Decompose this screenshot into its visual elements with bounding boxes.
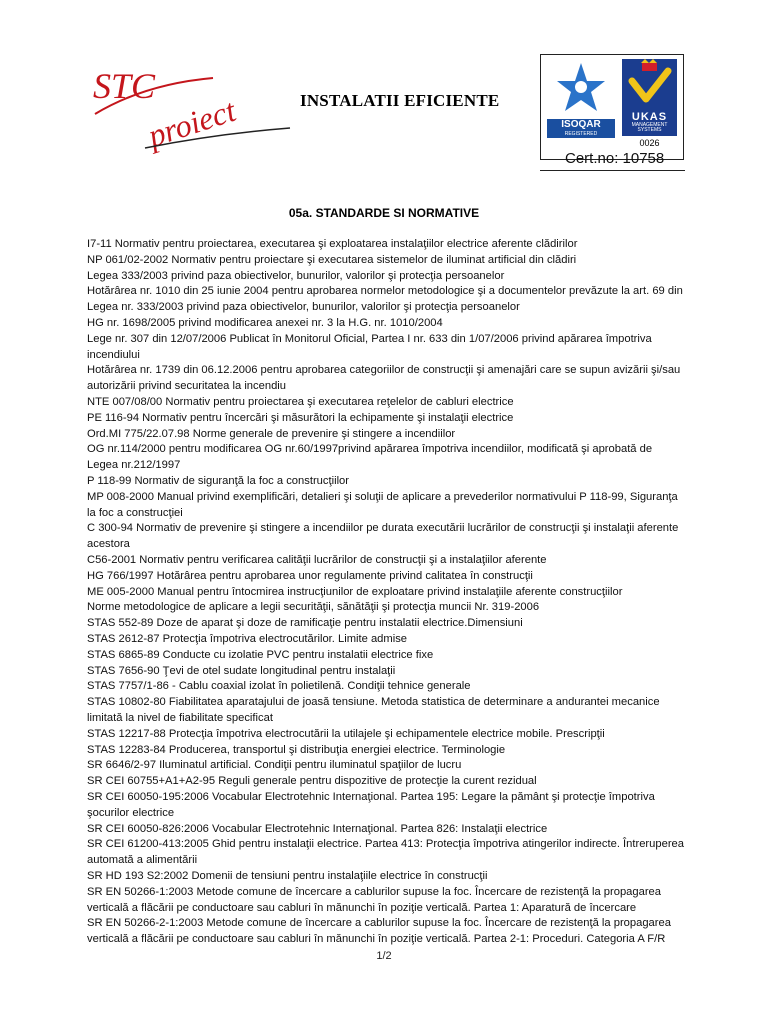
svg-text:proiect: proiect (143, 91, 240, 154)
standard-line: Legea 333/2003 privind paza obiectivelor, bunurilor, valorilor şi protecţia persoanelor (87, 269, 505, 282)
standard-line: Norme metodologice de aplicare a legii securităţii, sănătăţii şi protecţia muncii Nr. 319-2006 (87, 601, 540, 614)
header-title: INSTALATII EFICIENTE (300, 91, 500, 110)
standard-line: STAS 12283-84 Producerea, transportul şi distribuţia energiei electrice. Terminologie (87, 743, 506, 756)
standard-line: SR EN 50266-2-1:2003 Metode comune de încercare a cablurilor supuse la foc. Încercare de rezistenţă la propagarea (87, 917, 671, 930)
ukas-crown-checkmark-icon (622, 59, 677, 109)
cert-number: Cert.no: 10758 (565, 150, 665, 167)
standard-line: STAS 552-89 Doze de aparat şi doze de ramificaţie pentru instalatii electrice.Dimensiuni (87, 617, 523, 630)
isoqar-sub: REGISTERED (547, 131, 615, 138)
standard-line: SR CEI 61200-413:2005 Ghid pentru instalaţii electrice. Partea 413: Protecţia împotriva atingerilor indirecte. Întreruperea (87, 838, 684, 851)
standard-line: C56-2001 Normativ pentru verificarea calităţii lucrărilor de construcţii şi a instalaţiilor aferente (87, 554, 547, 566)
standard-line: SR CEI 60050-195:2006 Vocabular Electrotehnic Internaţional. Partea 195: Legare la pământ şi protecţie împotriva (87, 791, 655, 803)
standard-line: HG 766/1997 Hotărârea pentru aprobarea unor regulamente privind calitatea în construcţii (87, 569, 533, 582)
standard-line: Hotărârea nr. 1010 din 25 iunie 2004 pentru aprobarea normelor metodologice şi a documentelor prevăzute la art. 69 din (87, 285, 683, 298)
standard-line: PE 116-94 Normativ pentru încercări şi măsurători la echipamente şi instalaţii electrice (87, 411, 514, 424)
standard-line: SR HD 193 S2:2002 Domenii de tensiuni pentru instalaţiile electrice în construcţii (87, 870, 488, 882)
standard-line: C 300-94 Normativ de prevenire şi stingere a incendiilor pe durata executării lucrărilor de construcţii şi instalaţii aferente (87, 522, 679, 535)
ukas-code: 0026 (639, 138, 660, 148)
standard-line: automată a alimentării (87, 854, 198, 867)
standard-line: NP 061/02-2002 Normativ pentru proiectare şi executarea sistemelor de iluminat artificial din clădiri (87, 253, 577, 266)
divider (540, 170, 685, 171)
ukas-label: UKAS (631, 111, 668, 123)
isoqar-label: ISOQAR (547, 119, 615, 131)
standard-line: SR CEI 60755+A1+A2-95 Reguli generale pentru dispozitive de protecţie la curent rezidual (87, 775, 537, 788)
standard-line: verticală a flăcării pe conductoare sau cabluri în mănunchi în poziţie verticală. Partea 1: Aparatură de încercare (87, 901, 637, 914)
standard-line: Legea nr.212/1997 (87, 459, 181, 472)
standard-line: ME 005-2000 Manual pentru întocmirea instrucţiunilor de exploatare privind instalaţiile aferente construcţiilor (87, 585, 623, 598)
standard-line: SR EN 50266-1:2003 Metode comune de încercare a cablurilor supuse la foc. Încercare de rezistenţă la propagarea (87, 885, 662, 898)
section-title: 05a. STANDARDE SI NORMATIVE (288, 206, 480, 220)
ukas-logo (622, 59, 677, 136)
standard-line: Legea nr. 333/2003 privind paza obiectivelor, bunurilor, valorilor şi protecţia persoanelor (87, 301, 520, 314)
standard-line: incendiului (87, 348, 140, 361)
page-number: 1/2 (376, 950, 392, 962)
isoqar-star-icon (545, 59, 617, 119)
standard-line: MP 008-2000 Manual privind exemplificări, detalieri şi soluţii de aplicare a prevederilor normativului P 118-99, Siguranţa (87, 490, 678, 503)
standard-line: SR CEI 60050-826:2006 Vocabular Electrotehnic Internaţional. Partea 826: Instalaţii electrice (87, 822, 548, 835)
standard-line: STAS 7757/1-86 - Cablu coaxial izolat în polietilenă. Condiţii tehnice generale (87, 680, 471, 693)
standard-line: OG nr.114/2000 pentru modificarea OG nr.60/1997privind apărarea împotriva incendiilor, modificată şi aprobată de (87, 443, 653, 456)
standard-line: Ord.MI 775/22.07.98 Norme generale de prevenire şi stingere a incendiilor (87, 427, 456, 440)
standard-line: autorizării privind securitatea la incendiu (87, 380, 286, 393)
standard-line: I7-11 Normativ pentru proiectarea, executarea şi exploatarea instalaţiilor electrice aferente clădirilor (87, 238, 578, 250)
isoqar-logo (545, 59, 617, 141)
standard-line: NTE 007/08/00 Normativ pentru proiectarea şi executarea reţelelor de cabluri electrice (87, 396, 514, 408)
standard-line: Hotărârea nr. 1739 din 06.12.2006 pentru aprobarea categoriilor de construcţii şi amenajări care se supun avizării şi/sau (87, 364, 681, 377)
standard-line: STAS 6865-89 Conducte cu izolatie PVC pentru instalatii electrice fixe (87, 648, 434, 661)
standard-line: la foc a construcţiei (87, 506, 183, 519)
standard-line: limitată la nivel de fiabilitate specificat (87, 712, 273, 724)
standard-line: STAS 7656-90 Ţevi de otel sudate longitudinal pentru instalaţii (87, 664, 396, 677)
standard-line: şocurilor electrice (87, 806, 175, 819)
standard-line: P 118-99 Normativ de siguranţă la foc a construcţiilor (87, 475, 349, 487)
svg-text:STC: STC (93, 66, 156, 106)
standard-line: HG nr. 1698/2005 privind modificarea anexei nr. 3 la H.G. nr. 1010/2004 (87, 317, 443, 329)
standard-line: acestora (87, 538, 130, 551)
standard-line: Lege nr. 307 din 12/07/2006 Publicat în Monitorul Oficial, Partea I nr. 633 din 1/07/2006 privind apărarea împotriva (87, 332, 652, 345)
standard-line: STAS 2612-87 Protecţia împotriva electrocutărilor. Limite admise (87, 633, 408, 645)
ukas-sub: MANAGEMENT SYSTEMS (631, 122, 668, 133)
certification-badges (540, 54, 684, 160)
standard-line: STAS 12217-88 Protecţia împotriva electrocutării la utilajele şi echipamentele electrice mobile. Prescripţii (87, 727, 605, 740)
stc-proiect-logo (85, 64, 295, 154)
standard-line: STAS 10802-80 Fiabilitatea aparatajului de joasă tensiune. Metoda statistica de determinare a andurantei mecanice (87, 696, 660, 709)
standard-line: verticală a flăcării pe conductoare sau cabluri în mănunchi în poziţie verticală. Partea 2-1: Proceduri. Categoria A F/R (87, 933, 666, 946)
standard-line: SR 6646/2-97 Iluminatul artificial. Condiţii pentru iluminatul spaţiilor de lucru (87, 759, 462, 772)
